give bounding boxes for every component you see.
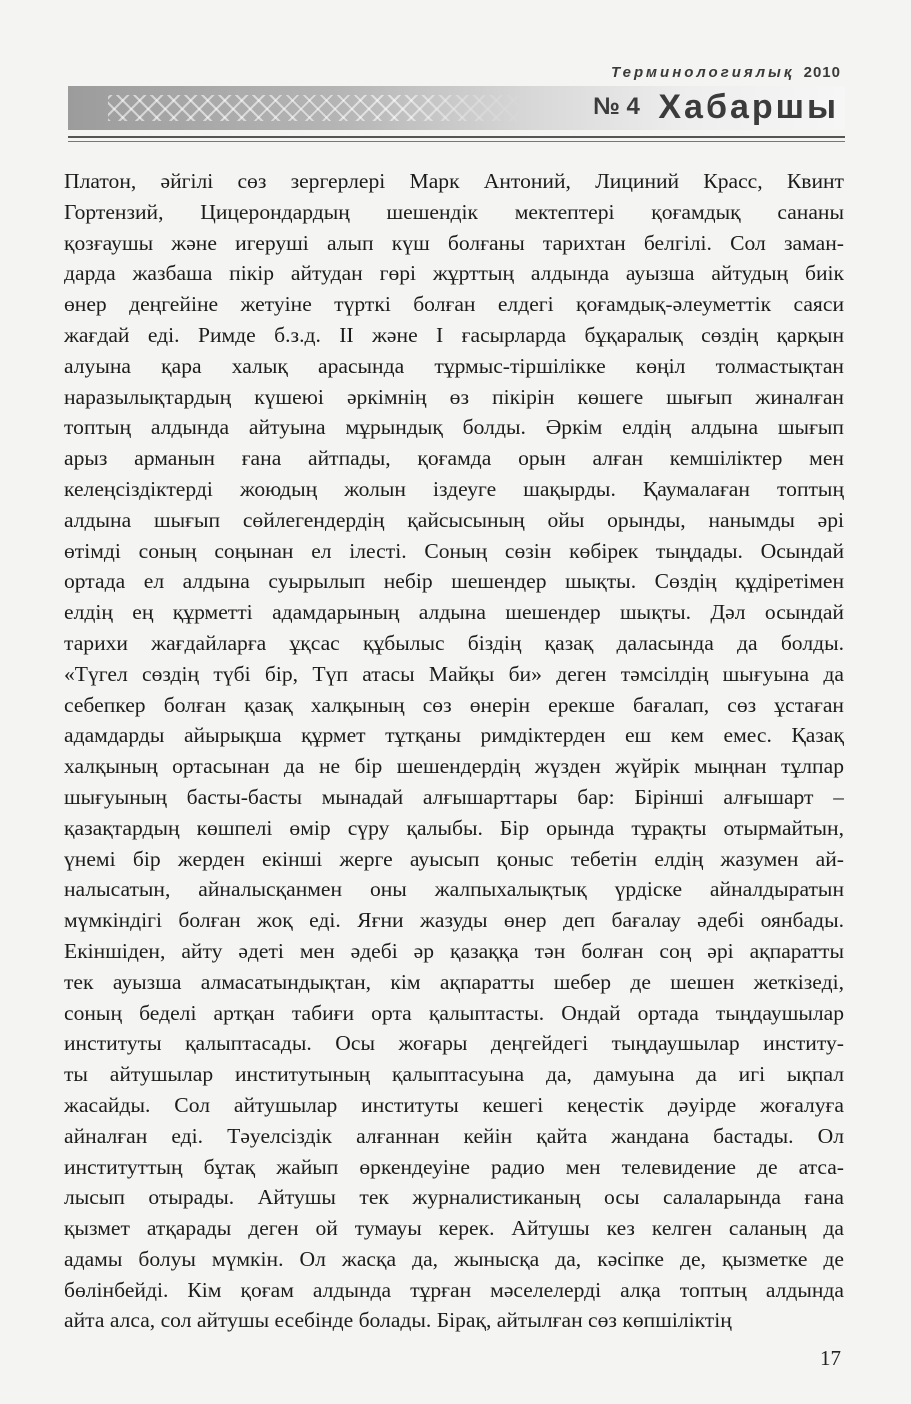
header-rule-thin — [68, 141, 845, 142]
text-line: қозғаушы және игеруші алып күш болғаны тарихтан белгілі. Сол заман- — [64, 230, 844, 255]
text-line: «Түгел сөздің түбі бір, Түп атасы Майқы би» деген тәмсілдің шығуына да — [64, 661, 844, 686]
journal-year: 2010 — [803, 64, 841, 81]
text-line: институты қалыптасады. Осы жоғары деңгейдегі тыңдаушылар институ- — [64, 1031, 844, 1056]
text-line: айналған еді. Тәуелсіздік алғаннан кейін қайта жандана бастады. Ол — [64, 1123, 844, 1148]
issue-number: № 4 — [593, 93, 640, 120]
text-line: адамдарды айырықша құрмет тұтқаны римдіктерден еш кем емес. Қазақ — [64, 723, 844, 748]
text-line: халқының ортасынан да не бір шешендердің жүзден жүйрік мыңнан тұлпар — [64, 754, 844, 779]
journal-title: Хабаршы — [658, 88, 839, 126]
text-line: үнемі бір жерден екінші жерге ауысып қоныс тебетін елдің жазумен ай- — [64, 846, 844, 871]
text-line: Гортензий, Цицерондардың шешендік мектептері қоғамдық сананы — [64, 199, 844, 224]
text-line: тарихи жағдайларға ұқсас құбылыс біздің қазақ даласында да болды. — [64, 630, 844, 655]
text-line: жасайды. Сол айтушылар институты кешегі кеңестік дәуірде жоғалуға — [64, 1092, 844, 1117]
body-text — [64, 166, 844, 1336]
text-line: бөлінбейді. Кім қоғам алдында тұрған мәселелерді алқа топтың алдында — [64, 1277, 844, 1302]
page-number: 17 — [820, 1346, 841, 1370]
journal-label-text: Терминологиялық — [611, 64, 795, 81]
text-line: елдің ең құрметті адамдарының алдына шешендер шықты. Дәл осындай — [64, 600, 844, 625]
text-line: адамы болуы мүмкін. Ол жасқа да, жынысқа да, кәсіпке де, қызметке де — [64, 1246, 844, 1271]
text-line: арыз арманын ғана айтпады, қоғамда орын алған кемшіліктер мен — [64, 446, 844, 471]
text-line: келеңсіздіктерді жоюдың жолын іздеуге шақырды. Қаумалаған топтың — [64, 476, 844, 501]
journal-label — [611, 64, 841, 81]
text-line: Екіншіден, айту әдеті мен әдебі әр қазаққа тән болған соң әрі ақпаратты — [64, 938, 844, 963]
text-line: наразылықтардың күшеюі әркімнің өз пікірін көшеге шығып жиналған — [64, 384, 844, 409]
header-rule — [68, 136, 845, 138]
text-line: өтімді соның соңынан ел ілесті. Соның сөзін көбірек тыңдады. Осындай — [64, 538, 844, 563]
text-line: қазақтардың көшпелі өмір сүру қалыбы. Бір орында тұрақты отырмайтын, — [64, 815, 844, 840]
ornament-pattern — [108, 95, 528, 121]
text-line: институттың бұтақ жайып өркендеуіне радио мен телевидение де атса- — [64, 1154, 844, 1179]
header-banner — [68, 86, 845, 130]
text-line: шығуының басты-басты мынадай алғышарттары бар: Бірінші алғышарт – — [64, 784, 844, 809]
text-line: ты айтушылар институтының қалыптасуына да, дамуына да игі ықпал — [64, 1062, 844, 1087]
text-line: алуына қара халық арасында тұрмыс-тіршілікке көңіл толмастықтан — [64, 353, 844, 378]
text-line: жағдай еді. Римде б.з.д. II және I ғасырларда бұқаралық сөздің қарқын — [64, 322, 844, 347]
text-line: алдына шығып сөйлегендердің қайсысының ойы орынды, нанымды әрі — [64, 507, 844, 532]
text-line: топтың алдында айтуына мұрындық болды. Әркім елдің алдына шығып — [64, 415, 844, 440]
text-line: қызмет атқарады деген ой тумауы керек. Айтушы кез келген саланың да — [64, 1216, 844, 1241]
text-line: соның беделі артқан табиғи орта қалыптасты. Ондай ортада тыңдаушылар — [64, 1000, 844, 1025]
text-line: мүмкіндігі болған жоқ еді. Яғни жазуды өнер деп бағалау әдебі оянбады. — [64, 908, 844, 933]
text-line: тек ауызша алмасатындықтан, кім ақпаратты шебер де шешен жеткізеді, — [64, 969, 844, 994]
text-line: себепкер болған қазақ халқының сөз өнерін ерекше бағалап, сөз ұстаған — [64, 692, 844, 717]
text-line: налысатын, айналысқанмен оны жалпыхалықтық үрдіске айналдыратын — [64, 877, 844, 902]
header-title — [593, 88, 839, 127]
text-line: Платон, әйгілі сөз зергерлері Марк Антоний, Лициний Красс, Квинт — [64, 169, 844, 193]
text-line: лысып отырады. Айтушы тек журналистиканың осы салаларында ғана — [64, 1185, 844, 1210]
text-line: айта алса, сол айтушы есебінде болады. Бірақ, айтылған сөз көпшіліктің — [64, 1308, 732, 1333]
text-line: дарда жазбаша пікір айтудан гөрі жұрттың алдында ауызша айтудың биік — [64, 261, 844, 286]
text-line: өнер деңгейіне жетуіне түрткі болған елдегі қоғамдық-әлеуметтік саяси — [64, 292, 844, 317]
text-line: ортада ел алдына суырылып небір шешендер шықты. Сөздің құдіретімен — [64, 569, 844, 594]
